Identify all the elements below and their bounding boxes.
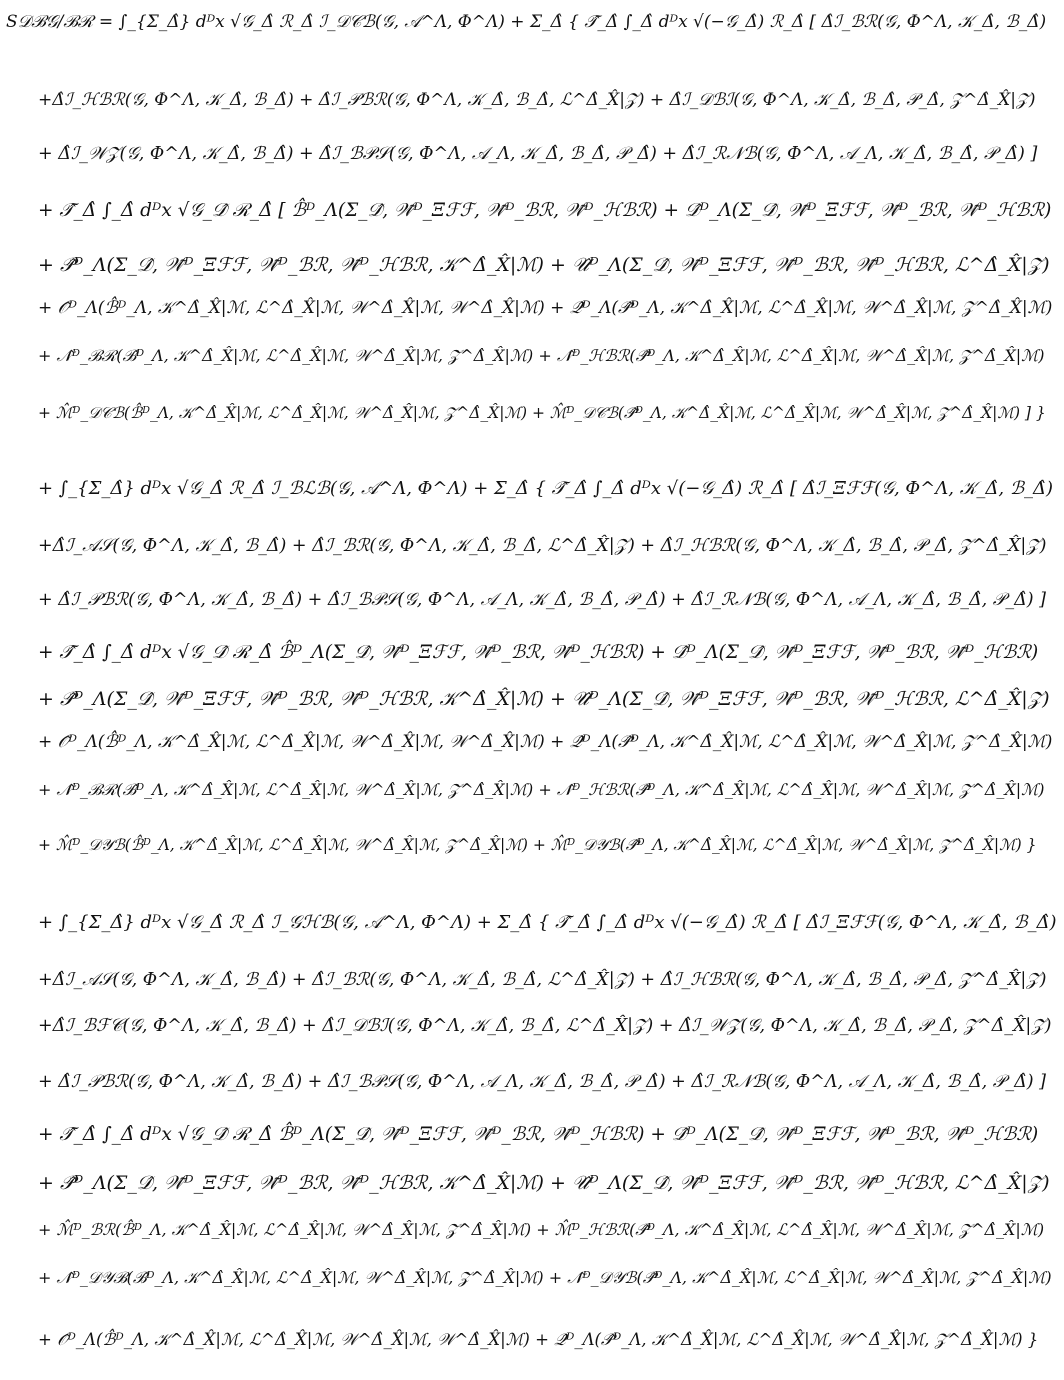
- equation-line-15: + 𝒩̂ᴰ_ℬℛ(ℬ̂ᴰ_Λ, 𝒦^Δ̂_X̂|ℳ, ℒ^Δ̂_X̂|ℳ, 𝒲^Δ̂_X̂|ℳ, 𝒵^Δ̂_X̂|ℳ) + 𝒩̂ᴰ_ℋℬℛ(𝒫̂ᴰ_Λ, 𝒦^Δ̂_X̂|ℳ, ℒ^Δ̂_X̂|ℳ, 𝒲^Δ̂_X̂|ℳ, 𝒵^Δ̂_X̂|ℳ): [38, 780, 1045, 799]
- equation-line-6: + 𝒪̂ᴰ_Λ(ℬ̂ᴰ_Λ, 𝒦^Δ̂_X̂|ℳ, ℒ^Δ̂_X̂|ℳ, 𝒲^Δ̂_X̂|ℳ, 𝒲^Δ̂_X̂|ℳ) + 𝒬̂ᴰ_Λ(𝒫̂ᴰ_Λ, 𝒦^Δ̂_X̂|ℳ, ℒ^Δ̂_X̂|ℳ, 𝒲^Δ̂_X̂|ℳ, 𝒵^Δ̂_X̂|ℳ): [38, 298, 1053, 318]
- equation-line-23: + ℳ̂ᴰ_ℬℛ(ℬ̂ᴰ_Λ, 𝒦^Δ̂_X̂|ℳ, ℒ^Δ̂_X̂|ℳ, 𝒲^Δ̂_X̂|ℳ, 𝒵^Δ̂_X̂|ℳ) + ℳ̂ᴰ_ℋℬℛ(𝒫̂ᴰ_Λ, 𝒦^Δ̂_X̂|ℳ, ℒ^Δ̂_X̂|ℳ, 𝒲^Δ̂_X̂|ℳ, 𝒵^Δ̂_X̂|ℳ): [38, 1220, 1045, 1239]
- equation-line-24: + 𝒩̂ᴰ_𝒟𝒴ℬ(ℬ̂ᴰ_Λ, 𝒦^Δ̂_X̂|ℳ, ℒ^Δ̂_X̂|ℳ, 𝒲^Δ̂_X̂|ℳ, 𝒵^Δ̂_X̂|ℳ) + 𝒩̂ᴰ_𝒟𝒴ℬ(𝒫̂ᴰ_Λ, 𝒦^Δ̂_X̂|ℳ, ℒ^Δ̂_X̂|ℳ, 𝒲^Δ̂_X̂|ℳ, 𝒵^Δ̂_X̂|ℳ): [38, 1268, 1052, 1287]
- equation-line-11: + Δ̂ℐ_𝒫ℬℛ(𝒢, Φ^Λ, 𝒦_Δ̂, ℬ_Δ̂) + Δ̂ℐ_ℬ𝒫𝒮(𝒢, Φ^Λ, 𝒜_Λ, 𝒦_Δ̂, ℬ_Δ̂, 𝒫_Δ̂) + Δ̂ℐ_ℛ𝒩ℬ(𝒢, Φ^Λ, 𝒜_Λ, 𝒦_Δ̂, ℬ_Δ̂, 𝒫_Δ̂) ]: [38, 590, 1046, 610]
- equation-line-3: + Δ̂ℐ_𝒲𝒵(𝒢, Φ^Λ, 𝒦_Δ̂, ℬ_Δ̂) + Δ̂ℐ_ℬ𝒫𝒮(𝒢, Φ^Λ, 𝒜_Λ, 𝒦_Δ̂, ℬ_Δ̂, 𝒫_Δ̂) + Δ̂ℐ_ℛ𝒩ℬ(𝒢, Φ^Λ, 𝒜_Λ, 𝒦_Δ̂, ℬ_Δ̂, 𝒫_Δ̂) ]: [38, 144, 1038, 164]
- equation-line-8: + ℳ̂ᴰ_𝒟𝒞ℬ(ℬ̂ᴰ_Λ, 𝒦^Δ̂_X̂|ℳ, ℒ^Δ̂_X̂|ℳ, 𝒲^Δ̂_X̂|ℳ, 𝒵^Δ̂_X̂|ℳ) + ℳ̂ᴰ_𝒟𝒞ℬ(𝒫̂ᴰ_Λ, 𝒦^Δ̂_X̂|ℳ, ℒ^Δ̂_X̂|ℳ, 𝒲^Δ̂_X̂|ℳ, 𝒵^Δ̂_X̂|ℳ) ] }: [38, 404, 1046, 422]
- equation-line-7: + 𝒩̂ᴰ_ℬℛ(ℬ̂ᴰ_Λ, 𝒦^Δ̂_X̂|ℳ, ℒ^Δ̂_X̂|ℳ, 𝒲^Δ̂_X̂|ℳ, 𝒵^Δ̂_X̂|ℳ) + 𝒩̂ᴰ_ℋℬℛ(𝒫̂ᴰ_Λ, 𝒦^Δ̂_X̂|ℳ, ℒ^Δ̂_X̂|ℳ, 𝒲^Δ̂_X̂|ℳ, 𝒵^Δ̂_X̂|ℳ): [38, 346, 1045, 365]
- equation-line-13: + 𝒫̂ᴰ_Λ(Σ_𝒟̂, 𝒲̃ᴰ_Ξℱℱ, 𝒲̃ᴰ_ℬℛ, 𝒲̃ᴰ_ℋℬℛ, 𝒦^Δ̂_X̂|ℳ) + 𝒰̂ᴰ_Λ(Σ_𝒟̂, 𝒲̃ᴰ_Ξℱℱ, 𝒲̃ᴰ_ℬℛ, 𝒲̃ᴰ_ℋℬℛ, ℒ^Δ̂_X̂|𝒵): [38, 688, 1050, 710]
- equation-line-19: +Δ̂ℐ_ℬℱ𝒞(𝒢, Φ^Λ, 𝒦_Δ̂, ℬ_Δ̂) + Δ̂ℐ_𝒟ℬℐ(𝒢, Φ^Λ, 𝒦_Δ̂, ℬ_Δ̂, ℒ^Δ̂_X̂|𝒵) + Δ̂ℐ_𝒲𝒵(𝒢, Φ^Λ, 𝒦_Δ̂, ℬ_Δ̂, 𝒫_Δ̂, 𝒵^Δ̂_X̂|𝒵): [38, 1016, 1052, 1036]
- equation-line-9: + ∫_{Σ_Δ̂} dᴰx √𝒢_Δ̂ ℛ_Δ̂ ℐ_ℬℒℬ(𝒢, 𝒜^Λ, Φ^Λ) + Σ_Δ̂ { 𝒯̂_Δ̂ ∫_Δ̂ dᴰx √(−𝒢_Δ̂) ℛ_Δ̂ [ Δ̂ℐ_Ξℱℱ(𝒢, Φ^Λ, 𝒦_Δ̂, ℬ_Δ̂): [38, 478, 1054, 499]
- equation-line-21: + 𝒯̂_Δ̂ ∫_Δ̂ dᴰx √𝒢_𝒟̂ ℛ_Δ̂ ℬ̂ᴰ_Λ(Σ_𝒟̂, 𝒲̃ᴰ_Ξℱℱ, 𝒲̃ᴰ_ℬℛ, 𝒲̃ᴰ_ℋℬℛ) + 𝒟̂ᴰ_Λ(Σ_𝒟̂, 𝒲̃ᴰ_Ξℱℱ, 𝒲̃ᴰ_ℬℛ, 𝒲̃ᴰ_ℋℬℛ): [38, 1124, 1039, 1145]
- equation-line-22: + 𝒫̂ᴰ_Λ(Σ_𝒟̂, 𝒲̃ᴰ_Ξℱℱ, 𝒲̃ᴰ_ℬℛ, 𝒲̃ᴰ_ℋℬℛ, 𝒦^Δ̂_X̂|ℳ) + 𝒰̂ᴰ_Λ(Σ_𝒟̂, 𝒲̃ᴰ_Ξℱℱ, 𝒲̃ᴰ_ℬℛ, 𝒲̃ᴰ_ℋℬℛ, ℒ^Δ̂_X̂|𝒵): [38, 1172, 1050, 1194]
- equation-line-18: +Δ̂ℐ_𝒜𝒮(𝒢, Φ^Λ, 𝒦_Δ̂, ℬ_Δ̂) + Δ̂ℐ_ℬℛ(𝒢, Φ^Λ, 𝒦_Δ̂, ℬ_Δ̂, ℒ^Δ̂_X̂|𝒵) + Δ̂ℐ_ℋℬℛ(𝒢, Φ^Λ, 𝒦_Δ̂, ℬ_Δ̂, 𝒫_Δ̂, 𝒵^Δ̂_X̂|𝒵): [38, 970, 1047, 990]
- equation-line-4: + 𝒯̂_Δ̂ ∫_Δ̂ dᴰx √𝒢_𝒟̂ ℛ_Δ̂ [ ℬ̂ᴰ_Λ(Σ_𝒟̂, 𝒲̃ᴰ_Ξℱℱ, 𝒲̃ᴰ_ℬℛ, 𝒲̃ᴰ_ℋℬℛ) + 𝒟̂ᴰ_Λ(Σ_𝒟̂, 𝒲̃ᴰ_Ξℱℱ, 𝒲̃ᴰ_ℬℛ, 𝒲̃ᴰ_ℋℬℛ): [38, 200, 1052, 221]
- equation-line-1: S𝒟ℬ𝒢/ℬℛ = ∫_{Σ_Δ̂} dᴰx √𝒢_Δ̂ ℛ_Δ̂ ℐ_𝒟𝒞ℬ(𝒢, 𝒜^Λ, Φ^Λ) + Σ_Δ̂ { 𝒯̂_Δ̂ ∫_Δ̂ dᴰx √(−𝒢_Δ̂) ℛ_Δ̂ [ Δ̂ℐ_ℬℛ(𝒢, Φ^Λ, 𝒦_Δ̂, ℬ_Δ̂): [6, 12, 1047, 32]
- equation-line-12: + 𝒯̂_Δ̂ ∫_Δ̂ dᴰx √𝒢_𝒟̂ ℛ_Δ̂ ℬ̂ᴰ_Λ(Σ_𝒟̂, 𝒲̃ᴰ_Ξℱℱ, 𝒲̃ᴰ_ℬℛ, 𝒲̃ᴰ_ℋℬℛ) + 𝒟̂ᴰ_Λ(Σ_𝒟̂, 𝒲̃ᴰ_Ξℱℱ, 𝒲̃ᴰ_ℬℛ, 𝒲̃ᴰ_ℋℬℛ): [38, 642, 1039, 663]
- equation-line-25: + 𝒪̂ᴰ_Λ(ℬ̂ᴰ_Λ, 𝒦^Δ̂_X̂|ℳ, ℒ^Δ̂_X̂|ℳ, 𝒲^Δ̂_X̂|ℳ, 𝒲^Δ̂_X̂|ℳ) + 𝒬̂ᴰ_Λ(𝒫̂ᴰ_Λ, 𝒦^Δ̂_X̂|ℳ, ℒ^Δ̂_X̂|ℳ, 𝒲^Δ̂_X̂|ℳ, 𝒵^Δ̂_X̂|ℳ) }: [38, 1330, 1039, 1349]
- equation-line-20: + Δ̂ℐ_𝒫ℬℛ(𝒢, Φ^Λ, 𝒦_Δ̂, ℬ_Δ̂) + Δ̂ℐ_ℬ𝒫𝒮(𝒢, Φ^Λ, 𝒜_Λ, 𝒦_Δ̂, ℬ_Δ̂, 𝒫_Δ̂) + Δ̂ℐ_ℛ𝒩ℬ(𝒢, Φ^Λ, 𝒜_Λ, 𝒦_Δ̂, ℬ_Δ̂, 𝒫_Δ̂) ]: [38, 1072, 1046, 1092]
- equation-line-16: + ℳ̂ᴰ_𝒟𝒴ℬ(ℬ̂ᴰ_Λ, 𝒦^Δ̂_X̂|ℳ, ℒ^Δ̂_X̂|ℳ, 𝒲^Δ̂_X̂|ℳ, 𝒵^Δ̂_X̂|ℳ) + ℳ̂ᴰ_𝒟𝒴ℬ(𝒫̂ᴰ_Λ, 𝒦^Δ̂_X̂|ℳ, ℒ^Δ̂_X̂|ℳ, 𝒲^Δ̂_X̂|ℳ, 𝒵^Δ̂_X̂|ℳ) }: [38, 836, 1037, 854]
- equation-line-5: + 𝒫̂ᴰ_Λ(Σ_𝒟̂, 𝒲̃ᴰ_Ξℱℱ, 𝒲̃ᴰ_ℬℛ, 𝒲̃ᴰ_ℋℬℛ, 𝒦^Δ̂_X̂|ℳ) + 𝒰̂ᴰ_Λ(Σ_𝒟̂, 𝒲̃ᴰ_Ξℱℱ, 𝒲̃ᴰ_ℬℛ, 𝒲̃ᴰ_ℋℬℛ, ℒ^Δ̂_X̂|𝒵): [38, 254, 1050, 276]
- equation-line-17: + ∫_{Σ_Δ̂} dᴰx √𝒢_Δ̂ ℛ_Δ̂ ℐ_𝒢ℋℬ(𝒢, 𝒜^Λ, Φ^Λ) + Σ_Δ̂ { 𝒯̂_Δ̂ ∫_Δ̂ dᴰx √(−𝒢_Δ̂) ℛ_Δ̂ [ Δ̂ℐ_Ξℱℱ(𝒢, Φ^Λ, 𝒦_Δ̂, ℬ_Δ̂): [38, 912, 1057, 933]
- equation-line-14: + 𝒪̂ᴰ_Λ(ℬ̂ᴰ_Λ, 𝒦^Δ̂_X̂|ℳ, ℒ^Δ̂_X̂|ℳ, 𝒲^Δ̂_X̂|ℳ, 𝒲^Δ̂_X̂|ℳ) + 𝒬̂ᴰ_Λ(𝒫̂ᴰ_Λ, 𝒦^Δ̂_X̂|ℳ, ℒ^Δ̂_X̂|ℳ, 𝒲^Δ̂_X̂|ℳ, 𝒵^Δ̂_X̂|ℳ): [38, 732, 1053, 752]
- equation-line-2: +Δ̂ℐ_ℋℬℛ(𝒢, Φ^Λ, 𝒦_Δ̂, ℬ_Δ̂) + Δ̂ℐ_𝒫ℬℛ(𝒢, Φ^Λ, 𝒦_Δ̂, ℬ_Δ̂, ℒ^Δ̂_X̂|𝒵) + Δ̂ℐ_𝒟ℬℐ(𝒢, Φ^Λ, 𝒦_Δ̂, ℬ_Δ̂, 𝒫_Δ̂, 𝒵^Δ̂_X̂|𝒵): [38, 90, 1036, 110]
- equation-line-10: +Δ̂ℐ_𝒜𝒮(𝒢, Φ^Λ, 𝒦_Δ̂, ℬ_Δ̂) + Δ̂ℐ_ℬℛ(𝒢, Φ^Λ, 𝒦_Δ̂, ℬ_Δ̂, ℒ^Δ̂_X̂|𝒵) + Δ̂ℐ_ℋℬℛ(𝒢, Φ^Λ, 𝒦_Δ̂, ℬ_Δ̂, 𝒫_Δ̂, 𝒵^Δ̂_X̂|𝒵): [38, 536, 1047, 556]
